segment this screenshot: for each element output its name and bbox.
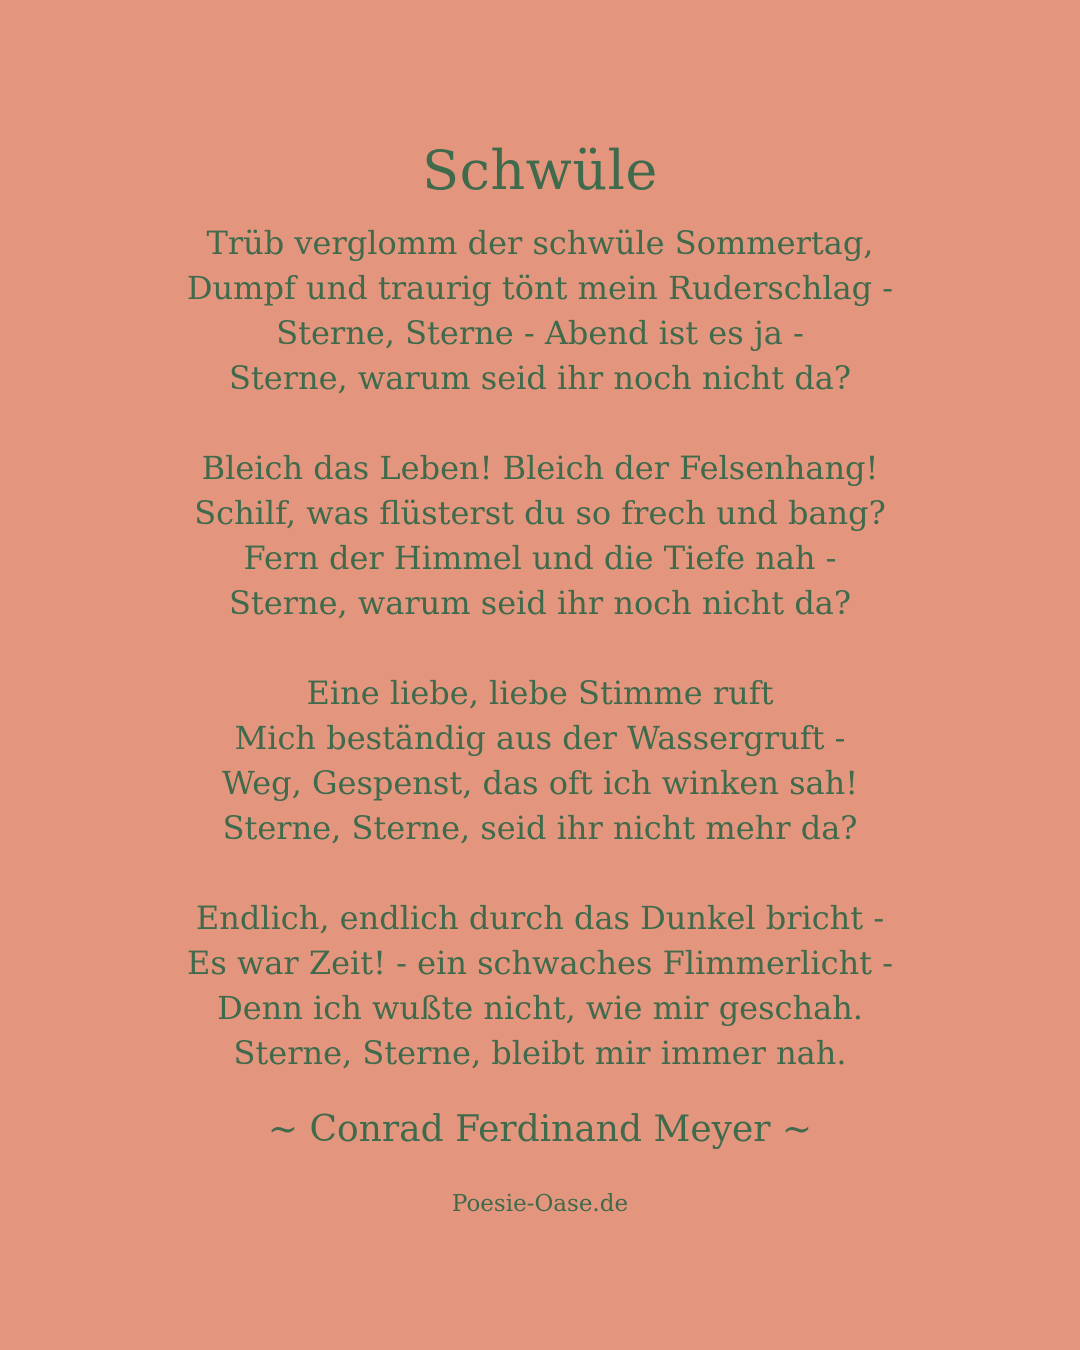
poem-line: Weg, Gespenst, das oft ich winken sah!: [221, 764, 859, 802]
poem-line: Eine liebe, liebe Stimme ruft: [306, 674, 774, 712]
stanza-3: [0, 671, 1080, 851]
poem-line: Sterne, Sterne, seid ihr nicht mehr da?: [222, 809, 858, 847]
poem-title: Schwüle: [422, 139, 658, 202]
poem-line: Dumpf und traurig tönt mein Ruderschlag -: [186, 269, 894, 307]
poem-line: Es war Zeit! - ein schwaches Flimmerlicht -: [186, 944, 894, 982]
stanza-2: [0, 446, 1080, 626]
poem-line: Sterne, Sterne - Abend ist es ja -: [276, 314, 804, 352]
stanza-4: [0, 896, 1080, 1076]
poem-line: Sterne, warum seid ihr noch nicht da?: [228, 359, 852, 397]
poem-line: Denn ich wußte nicht, wie mir geschah.: [217, 989, 863, 1027]
poem-line: Trüb verglomm der schwüle Sommertag,: [206, 224, 874, 262]
poem-line: Mich beständig aus der Wassergruft -: [234, 719, 846, 757]
poem-line: Endlich, endlich durch das Dunkel bricht -: [195, 899, 885, 937]
poem-line: Sterne, warum seid ihr noch nicht da?: [228, 584, 852, 622]
poem-line: Bleich das Leben! Bleich der Felsenhang!: [201, 449, 879, 487]
poem-body: [0, 221, 1080, 1121]
site-credit: Poesie-Oase.de: [451, 1191, 629, 1217]
poem-line: Schilf, was flüsterst du so frech und bang?: [194, 494, 886, 532]
poem-author: ~ Conrad Ferdinand Meyer ~: [267, 1109, 813, 1150]
poem-line: Fern der Himmel und die Tiefe nah -: [243, 539, 837, 577]
poem-line: Sterne, Sterne, bleibt mir immer nah.: [233, 1034, 847, 1072]
stanza-1: [0, 221, 1080, 401]
